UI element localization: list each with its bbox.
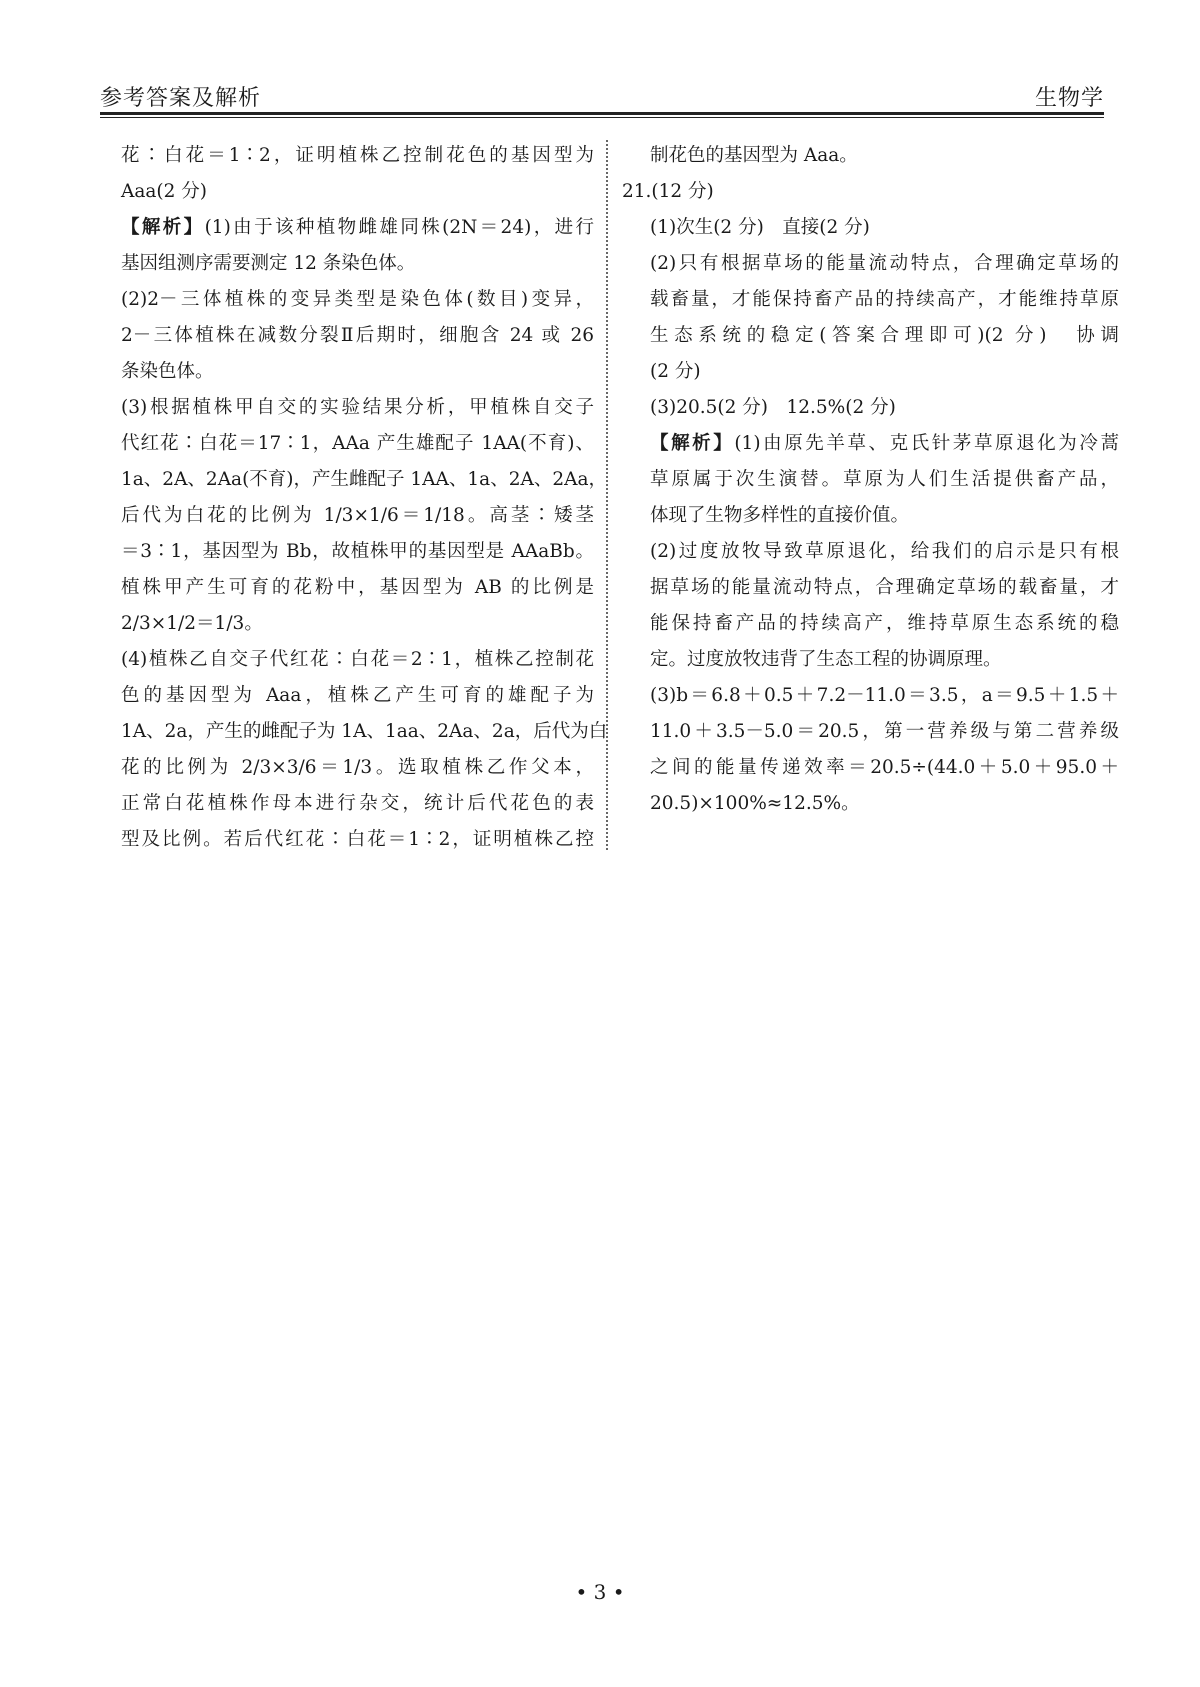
- text-line: [121, 642, 594, 678]
- line-text: 21.(12 分): [622, 181, 714, 202]
- line-text: 条染色体。: [121, 361, 214, 382]
- line-text: 代红花∶白花＝17∶1，AAa 产生雄配子 1AA(不育)、: [121, 433, 594, 454]
- text-line: [622, 462, 1119, 498]
- line-text: 20.5)×100%≈12.5%。: [650, 793, 860, 814]
- text-line: [121, 426, 594, 462]
- page-number: • 3 •: [575, 1580, 625, 1604]
- line-text: 之间的能量传递效率＝20.5÷(44.0＋5.0＋95.0＋: [650, 757, 1119, 778]
- text-line: [121, 210, 594, 246]
- text-line: [622, 678, 1119, 714]
- line-text: 制花色的基因型为 Aaa。: [650, 145, 858, 166]
- line-text: (3)根据植株甲自交的实验结果分析，甲植株自交子: [121, 397, 594, 418]
- text-line: [121, 822, 594, 858]
- page-header: [100, 74, 1104, 112]
- header-right-title: 生物学: [1034, 86, 1104, 111]
- line-text: 正常白花植株作母本进行杂交，统计后代花色的表: [121, 793, 594, 814]
- text-line: [121, 678, 594, 714]
- text-line: [622, 642, 1119, 678]
- text-line: [121, 282, 594, 318]
- line-text: Aaa(2 分): [121, 181, 208, 202]
- header-left-title: 参考答案及解析: [100, 86, 262, 111]
- text-line: [121, 606, 594, 642]
- right-column: [622, 138, 1119, 822]
- text-line: [622, 570, 1119, 606]
- text-line: [622, 606, 1119, 642]
- text-line: [121, 570, 594, 606]
- text-line: [622, 138, 1119, 174]
- column-divider: [606, 140, 608, 850]
- text-line: [622, 714, 1119, 750]
- line-text: 生态系统的稳定(答案合理即可)(2 分) 协调: [650, 325, 1119, 346]
- line-text: 据草场的能量流动特点，合理确定草场的载畜量，才: [650, 577, 1119, 598]
- line-text: 体现了生物多样性的直接价值。: [650, 505, 910, 526]
- line-text: 定。过度放牧违背了生态工程的协调原理。: [650, 649, 1002, 670]
- text-line: [622, 282, 1119, 318]
- line-text: (2)2－三体植株的变异类型是染色体(数目)变异，: [121, 289, 594, 310]
- line-text: (1)由原先羊草、克氏针茅草原退化为冷蒿: [734, 433, 1119, 454]
- line-text: 型及比例。若后代红花∶白花＝1∶2，证明植株乙控: [121, 829, 594, 850]
- text-line: [622, 390, 1119, 426]
- text-line: [622, 498, 1119, 534]
- line-text: 1a、2A、2Aa(不育)，产生雌配子 1AA、1a、2A、2Aa，: [121, 469, 607, 490]
- line-text: (3)20.5(2 分) 12.5%(2 分): [650, 397, 896, 418]
- header-rule-thin: [100, 117, 1104, 118]
- text-line: [121, 174, 594, 210]
- line-text: 11.0＋3.5－5.0＝20.5，第一营养级与第二营养级: [650, 721, 1119, 742]
- line-text: (1)次生(2 分) 直接(2 分): [650, 217, 870, 238]
- text-line: [622, 426, 1119, 462]
- text-line: [121, 714, 608, 750]
- text-line: [622, 246, 1119, 282]
- analysis-tag: 【解析】: [650, 433, 735, 454]
- text-line: [121, 498, 594, 534]
- text-line: [121, 138, 594, 174]
- line-text: 1A、2a，产生的雌配子为 1A、1aa、2Aa、2a，后代为白: [121, 721, 608, 742]
- text-line: [121, 354, 594, 390]
- text-line: [121, 246, 594, 282]
- line-text: ＝3∶1，基因型为 Bb，故植株甲的基因型是 AAaBb。: [121, 541, 594, 562]
- text-line: [622, 174, 1119, 210]
- text-line: [622, 318, 1119, 354]
- header-rule-thick: [100, 112, 1104, 115]
- text-line: [622, 354, 1119, 390]
- text-line: [622, 750, 1119, 786]
- text-line: [622, 210, 1119, 246]
- line-text: 后代为白花的比例为 1/3×1/6＝1/18。高茎∶矮茎: [121, 505, 594, 526]
- line-text: (2)只有根据草场的能量流动特点，合理确定草场的: [650, 253, 1119, 274]
- text-line: [121, 318, 594, 354]
- text-line: [121, 390, 594, 426]
- text-line: [121, 462, 607, 498]
- line-text: 载畜量，才能保持畜产品的持续高产，才能维持草原: [650, 289, 1119, 310]
- line-text: (1)由于该种植物雌雄同株(2N＝24)，进行: [204, 217, 594, 238]
- text-line: [622, 786, 1119, 822]
- line-text: (4)植株乙自交子代红花∶白花＝2∶1，植株乙控制花: [121, 649, 594, 670]
- line-text: 植株甲产生可育的花粉中，基因型为 AB 的比例是: [121, 577, 594, 598]
- text-line: [121, 750, 594, 786]
- line-text: 草原属于次生演替。草原为人们生活提供畜产品，: [650, 469, 1119, 490]
- text-line: [121, 534, 594, 570]
- line-text: 花∶白花＝1∶2，证明植株乙控制花色的基因型为: [121, 145, 594, 166]
- line-text: (2)过度放牧导致草原退化，给我们的启示是只有根: [650, 541, 1119, 562]
- analysis-tag: 【解析】: [121, 217, 205, 238]
- text-line: [121, 786, 594, 822]
- line-text: 色的基因型为 Aaa，植株乙产生可育的雄配子为: [121, 685, 594, 706]
- line-text: (2 分): [650, 361, 701, 382]
- left-column: [121, 138, 608, 858]
- line-text: 2－三体植株在减数分裂Ⅱ后期时，细胞含 24 或 26: [121, 325, 594, 346]
- line-text: 2/3×1/2＝1/3。: [121, 613, 263, 634]
- line-text: 基因组测序需要测定 12 条染色体。: [121, 253, 416, 274]
- text-line: [622, 534, 1119, 570]
- line-text: 花的比例为 2/3×3/6＝1/3。选取植株乙作父本，: [121, 757, 594, 778]
- line-text: 能保持畜产品的持续高产，维持草原生态系统的稳: [650, 613, 1119, 634]
- line-text: (3)b＝6.8＋0.5＋7.2－11.0＝3.5，a＝9.5＋1.5＋: [650, 685, 1119, 706]
